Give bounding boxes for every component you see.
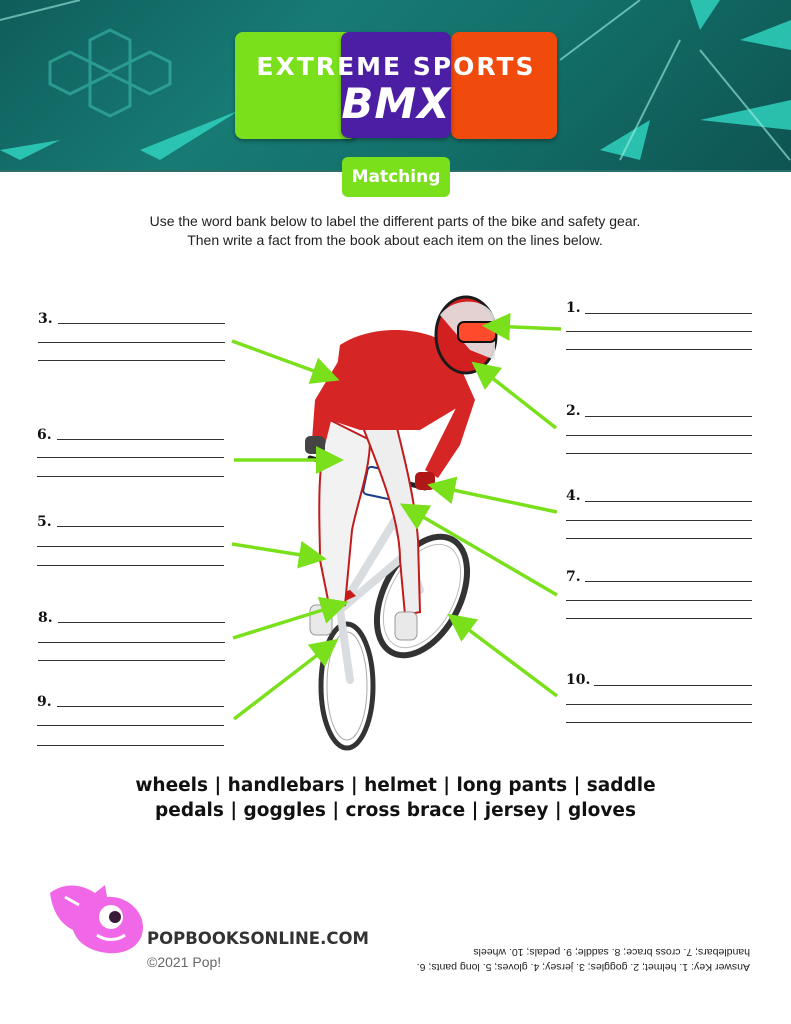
answer-line[interactable] bbox=[57, 439, 224, 440]
answer-line[interactable] bbox=[585, 313, 752, 314]
answer-line[interactable] bbox=[58, 622, 225, 623]
fact-line[interactable] bbox=[566, 520, 752, 521]
answer-line[interactable] bbox=[57, 526, 224, 527]
matching-badge: Matching bbox=[342, 157, 450, 197]
item-number: 6. bbox=[37, 427, 52, 443]
fact-line[interactable] bbox=[37, 565, 224, 566]
item-number: 3. bbox=[38, 311, 53, 327]
arrow-10 bbox=[453, 618, 557, 696]
fact-line[interactable] bbox=[566, 349, 752, 350]
item-number: 10. bbox=[566, 672, 591, 688]
arrow-8 bbox=[233, 604, 342, 638]
item-number: 1. bbox=[566, 300, 581, 316]
item-number: 7. bbox=[566, 569, 581, 585]
fact-line[interactable] bbox=[566, 704, 752, 705]
fact-line[interactable] bbox=[38, 342, 225, 343]
fact-line[interactable] bbox=[37, 546, 224, 547]
arrow-7 bbox=[406, 507, 557, 595]
fact-line[interactable] bbox=[566, 435, 752, 436]
answer-key-upside-down: Answer Key: 1. helmet; 2. goggles; 3. jersey; 4. gloves; 5. long pants; 6. handlebars; 7. cross brace; 8. saddle; 9. pedals; 10. wheels bbox=[416, 946, 750, 973]
fact-line[interactable] bbox=[38, 660, 225, 661]
fact-line[interactable] bbox=[37, 745, 224, 746]
answer-line[interactable] bbox=[58, 323, 225, 324]
fact-line[interactable] bbox=[566, 331, 752, 332]
fact-line[interactable] bbox=[37, 457, 224, 458]
item-number: 4. bbox=[566, 488, 581, 504]
word-bank-line-2: pedals | goggles | cross brace | jersey | gloves bbox=[155, 800, 636, 821]
arrow-4 bbox=[434, 486, 557, 512]
item-number: 5. bbox=[37, 514, 52, 530]
answer-line[interactable] bbox=[585, 501, 752, 502]
arrow-1 bbox=[489, 326, 561, 329]
fact-line[interactable] bbox=[38, 360, 225, 361]
arrow-5 bbox=[232, 544, 320, 558]
fact-line[interactable] bbox=[37, 476, 224, 477]
instructions-text: Use the word bank below to label the different parts of the bike and safety gear. Then write a fact from the book about each item on the lines below. bbox=[149, 213, 641, 248]
answer-line[interactable] bbox=[585, 416, 752, 417]
answer-line[interactable] bbox=[585, 581, 752, 582]
answer-line[interactable] bbox=[594, 685, 752, 686]
answer-line[interactable] bbox=[57, 706, 224, 707]
arrow-3 bbox=[232, 341, 333, 378]
arrow-9 bbox=[234, 643, 333, 719]
item-number: 9. bbox=[37, 694, 52, 710]
arrow-2 bbox=[477, 366, 556, 428]
fact-line[interactable] bbox=[566, 600, 752, 601]
title-bmx: BMX bbox=[341, 79, 451, 128]
title-extreme-sports: EXTREME SPORTS bbox=[256, 52, 536, 81]
word-bank-line-1: wheels | handlebars | helmet | long pants | saddle bbox=[135, 775, 656, 796]
item-number: 8. bbox=[38, 610, 53, 626]
fact-line[interactable] bbox=[37, 725, 224, 726]
fact-line[interactable] bbox=[566, 538, 752, 539]
website-link[interactable]: POPBOOKSONLINE.COM bbox=[147, 929, 369, 948]
fact-line[interactable] bbox=[566, 722, 752, 723]
item-number: 2. bbox=[566, 403, 581, 419]
fact-line[interactable] bbox=[38, 642, 225, 643]
fact-line[interactable] bbox=[566, 453, 752, 454]
pop-mascot-logo bbox=[45, 875, 147, 955]
copyright-text: ©2021 Pop! bbox=[147, 954, 222, 970]
word-bank bbox=[100, 773, 691, 823]
fact-line[interactable] bbox=[566, 618, 752, 619]
